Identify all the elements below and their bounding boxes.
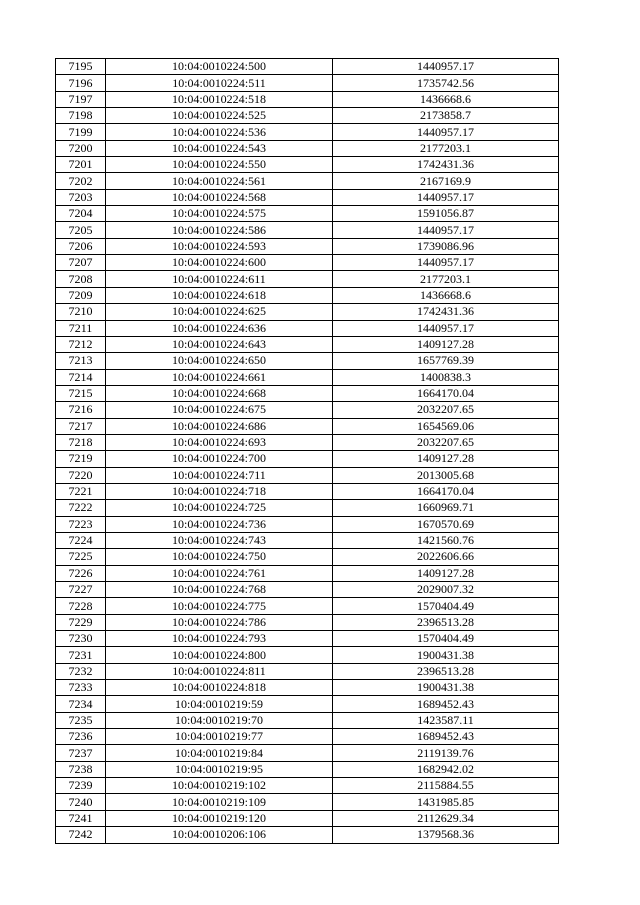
- table-row: [56, 712, 559, 728]
- row-number-cell: 7200: [56, 140, 106, 156]
- value-cell: 1409127.28: [333, 565, 559, 581]
- row-number-cell: 7221: [56, 483, 106, 499]
- table-row: [56, 418, 559, 434]
- row-number-cell: 7240: [56, 794, 106, 810]
- table-row: [56, 402, 559, 418]
- cadastral-number-cell: 10:04:0010224:686: [106, 418, 333, 434]
- cadastral-number-cell: 10:04:0010219:70: [106, 712, 333, 728]
- row-number-cell: 7215: [56, 385, 106, 401]
- value-cell: 1400838.3: [333, 369, 559, 385]
- cadastral-number-cell: 10:04:0010224:500: [106, 59, 333, 75]
- table-row: [56, 206, 559, 222]
- cadastral-value-table: [55, 58, 559, 844]
- table-row: [56, 451, 559, 467]
- table-row: [56, 810, 559, 826]
- cadastral-number-cell: 10:04:0010224:800: [106, 647, 333, 663]
- table-row: [56, 500, 559, 516]
- row-number-cell: 7196: [56, 75, 106, 91]
- cadastral-number-cell: 10:04:0010219:120: [106, 810, 333, 826]
- table-row: [56, 598, 559, 614]
- table-row: [56, 565, 559, 581]
- cadastral-number-cell: 10:04:0010224:618: [106, 287, 333, 303]
- table-row: [56, 778, 559, 794]
- table-row: [56, 483, 559, 499]
- table-row: [56, 532, 559, 548]
- value-cell: 2032207.65: [333, 434, 559, 450]
- row-number-cell: 7235: [56, 712, 106, 728]
- value-cell: 1591056.87: [333, 206, 559, 222]
- table-row: [56, 745, 559, 761]
- table-row: [56, 582, 559, 598]
- table-row: [56, 173, 559, 189]
- table-row: [56, 696, 559, 712]
- value-cell: 2396513.28: [333, 663, 559, 679]
- row-number-cell: 7195: [56, 59, 106, 75]
- row-number-cell: 7219: [56, 451, 106, 467]
- value-cell: 2112629.34: [333, 810, 559, 826]
- cadastral-number-cell: 10:04:0010224:768: [106, 582, 333, 598]
- cadastral-number-cell: 10:04:0010224:600: [106, 255, 333, 271]
- value-cell: 1660969.71: [333, 500, 559, 516]
- table-row: [56, 631, 559, 647]
- cadastral-number-cell: 10:04:0010224:693: [106, 434, 333, 450]
- row-number-cell: 7206: [56, 238, 106, 254]
- row-number-cell: 7226: [56, 565, 106, 581]
- cadastral-number-cell: 10:04:0010224:818: [106, 680, 333, 696]
- value-cell: 1900431.38: [333, 647, 559, 663]
- cadastral-number-cell: 10:04:0010224:586: [106, 222, 333, 238]
- cadastral-number-cell: 10:04:0010224:743: [106, 532, 333, 548]
- table-row: [56, 140, 559, 156]
- table-row: [56, 157, 559, 173]
- value-cell: 1379568.36: [333, 827, 559, 843]
- row-number-cell: 7213: [56, 353, 106, 369]
- cadastral-number-cell: 10:04:0010224:543: [106, 140, 333, 156]
- table-body: [56, 59, 559, 844]
- cadastral-number-cell: 10:04:0010224:736: [106, 516, 333, 532]
- value-cell: 2032207.65: [333, 402, 559, 418]
- table-row: [56, 108, 559, 124]
- cadastral-number-cell: 10:04:0010219:59: [106, 696, 333, 712]
- table-row: [56, 304, 559, 320]
- cadastral-number-cell: 10:04:0010224:775: [106, 598, 333, 614]
- value-cell: 1900431.38: [333, 680, 559, 696]
- table-row: [56, 336, 559, 352]
- table-row: [56, 729, 559, 745]
- value-cell: 1689452.43: [333, 729, 559, 745]
- cadastral-number-cell: 10:04:0010206:106: [106, 827, 333, 843]
- value-cell: 1436668.6: [333, 287, 559, 303]
- value-cell: 1682942.02: [333, 761, 559, 777]
- row-number-cell: 7205: [56, 222, 106, 238]
- table-row: [56, 467, 559, 483]
- row-number-cell: 7237: [56, 745, 106, 761]
- cadastral-number-cell: 10:04:0010224:636: [106, 320, 333, 336]
- value-cell: 2177203.1: [333, 140, 559, 156]
- row-number-cell: 7225: [56, 549, 106, 565]
- table-row: [56, 761, 559, 777]
- row-number-cell: 7239: [56, 778, 106, 794]
- row-number-cell: 7217: [56, 418, 106, 434]
- value-cell: 1440957.17: [333, 320, 559, 336]
- table-row: [56, 255, 559, 271]
- cadastral-number-cell: 10:04:0010224:511: [106, 75, 333, 91]
- cadastral-number-cell: 10:04:0010224:568: [106, 189, 333, 205]
- table-row: [56, 320, 559, 336]
- cadastral-number-cell: 10:04:0010224:518: [106, 91, 333, 107]
- value-cell: 2167169.9: [333, 173, 559, 189]
- table-row: [56, 385, 559, 401]
- row-number-cell: 7224: [56, 532, 106, 548]
- value-cell: 1664170.04: [333, 483, 559, 499]
- table-row: [56, 794, 559, 810]
- value-cell: 2029007.32: [333, 582, 559, 598]
- value-cell: 1654569.06: [333, 418, 559, 434]
- table-row: [56, 516, 559, 532]
- value-cell: 2115884.55: [333, 778, 559, 794]
- cadastral-number-cell: 10:04:0010224:700: [106, 451, 333, 467]
- row-number-cell: 7210: [56, 304, 106, 320]
- table-row: [56, 91, 559, 107]
- cadastral-number-cell: 10:04:0010224:811: [106, 663, 333, 679]
- value-cell: 1689452.43: [333, 696, 559, 712]
- value-cell: 2119139.76: [333, 745, 559, 761]
- row-number-cell: 7233: [56, 680, 106, 696]
- cadastral-number-cell: 10:04:0010224:611: [106, 271, 333, 287]
- table-row: [56, 189, 559, 205]
- row-number-cell: 7228: [56, 598, 106, 614]
- row-number-cell: 7229: [56, 614, 106, 630]
- cadastral-number-cell: 10:04:0010224:668: [106, 385, 333, 401]
- cadastral-number-cell: 10:04:0010224:650: [106, 353, 333, 369]
- row-number-cell: 7201: [56, 157, 106, 173]
- cadastral-number-cell: 10:04:0010224:718: [106, 483, 333, 499]
- cadastral-number-cell: 10:04:0010224:625: [106, 304, 333, 320]
- row-number-cell: 7234: [56, 696, 106, 712]
- cadastral-number-cell: 10:04:0010224:575: [106, 206, 333, 222]
- table-row: [56, 549, 559, 565]
- row-number-cell: 7198: [56, 108, 106, 124]
- row-number-cell: 7202: [56, 173, 106, 189]
- value-cell: 1670570.69: [333, 516, 559, 532]
- row-number-cell: 7220: [56, 467, 106, 483]
- cadastral-number-cell: 10:04:0010219:102: [106, 778, 333, 794]
- row-number-cell: 7238: [56, 761, 106, 777]
- row-number-cell: 7223: [56, 516, 106, 532]
- table-row: [56, 271, 559, 287]
- cadastral-number-cell: 10:04:0010224:711: [106, 467, 333, 483]
- row-number-cell: 7199: [56, 124, 106, 140]
- value-cell: 2173858.7: [333, 108, 559, 124]
- table-row: [56, 59, 559, 75]
- table-row: [56, 369, 559, 385]
- value-cell: 1440957.17: [333, 124, 559, 140]
- value-cell: 1742431.36: [333, 304, 559, 320]
- table-row: [56, 287, 559, 303]
- value-cell: 1431985.85: [333, 794, 559, 810]
- cadastral-number-cell: 10:04:0010224:786: [106, 614, 333, 630]
- value-cell: 1440957.17: [333, 59, 559, 75]
- value-cell: 1664170.04: [333, 385, 559, 401]
- table-row: [56, 353, 559, 369]
- table-row: [56, 238, 559, 254]
- row-number-cell: 7203: [56, 189, 106, 205]
- row-number-cell: 7211: [56, 320, 106, 336]
- row-number-cell: 7209: [56, 287, 106, 303]
- cadastral-number-cell: 10:04:0010219:77: [106, 729, 333, 745]
- row-number-cell: 7231: [56, 647, 106, 663]
- cadastral-number-cell: 10:04:0010219:84: [106, 745, 333, 761]
- cadastral-number-cell: 10:04:0010219:95: [106, 761, 333, 777]
- table-row: [56, 434, 559, 450]
- table-row: [56, 647, 559, 663]
- cadastral-number-cell: 10:04:0010224:643: [106, 336, 333, 352]
- row-number-cell: 7204: [56, 206, 106, 222]
- row-number-cell: 7236: [56, 729, 106, 745]
- row-number-cell: 7241: [56, 810, 106, 826]
- cadastral-number-cell: 10:04:0010224:725: [106, 500, 333, 516]
- cadastral-number-cell: 10:04:0010224:561: [106, 173, 333, 189]
- row-number-cell: 7212: [56, 336, 106, 352]
- value-cell: 1440957.17: [333, 255, 559, 271]
- row-number-cell: 7208: [56, 271, 106, 287]
- value-cell: 1739086.96: [333, 238, 559, 254]
- cadastral-number-cell: 10:04:0010224:536: [106, 124, 333, 140]
- row-number-cell: 7197: [56, 91, 106, 107]
- value-cell: 1421560.76: [333, 532, 559, 548]
- value-cell: 1423587.11: [333, 712, 559, 728]
- cadastral-number-cell: 10:04:0010224:750: [106, 549, 333, 565]
- table-row: [56, 827, 559, 843]
- value-cell: 1409127.28: [333, 451, 559, 467]
- value-cell: 1570404.49: [333, 598, 559, 614]
- cadastral-number-cell: 10:04:0010224:793: [106, 631, 333, 647]
- row-number-cell: 7232: [56, 663, 106, 679]
- row-number-cell: 7227: [56, 582, 106, 598]
- cadastral-number-cell: 10:04:0010224:593: [106, 238, 333, 254]
- cadastral-number-cell: 10:04:0010224:761: [106, 565, 333, 581]
- value-cell: 2013005.68: [333, 467, 559, 483]
- value-cell: 2177203.1: [333, 271, 559, 287]
- table-row: [56, 663, 559, 679]
- row-number-cell: 7214: [56, 369, 106, 385]
- row-number-cell: 7216: [56, 402, 106, 418]
- table-row: [56, 222, 559, 238]
- row-number-cell: 7218: [56, 434, 106, 450]
- cadastral-number-cell: 10:04:0010219:109: [106, 794, 333, 810]
- row-number-cell: 7230: [56, 631, 106, 647]
- row-number-cell: 7222: [56, 500, 106, 516]
- value-cell: 1570404.49: [333, 631, 559, 647]
- table-row: [56, 614, 559, 630]
- value-cell: 1735742.56: [333, 75, 559, 91]
- value-cell: 1436668.6: [333, 91, 559, 107]
- value-cell: 1742431.36: [333, 157, 559, 173]
- row-number-cell: 7242: [56, 827, 106, 843]
- value-cell: 2396513.28: [333, 614, 559, 630]
- table-row: [56, 680, 559, 696]
- value-cell: 1440957.17: [333, 189, 559, 205]
- table-row: [56, 124, 559, 140]
- cadastral-number-cell: 10:04:0010224:550: [106, 157, 333, 173]
- value-cell: 1409127.28: [333, 336, 559, 352]
- cadastral-number-cell: 10:04:0010224:525: [106, 108, 333, 124]
- table-row: [56, 75, 559, 91]
- value-cell: 1440957.17: [333, 222, 559, 238]
- row-number-cell: 7207: [56, 255, 106, 271]
- cadastral-number-cell: 10:04:0010224:675: [106, 402, 333, 418]
- cadastral-number-cell: 10:04:0010224:661: [106, 369, 333, 385]
- value-cell: 1657769.39: [333, 353, 559, 369]
- value-cell: 2022606.66: [333, 549, 559, 565]
